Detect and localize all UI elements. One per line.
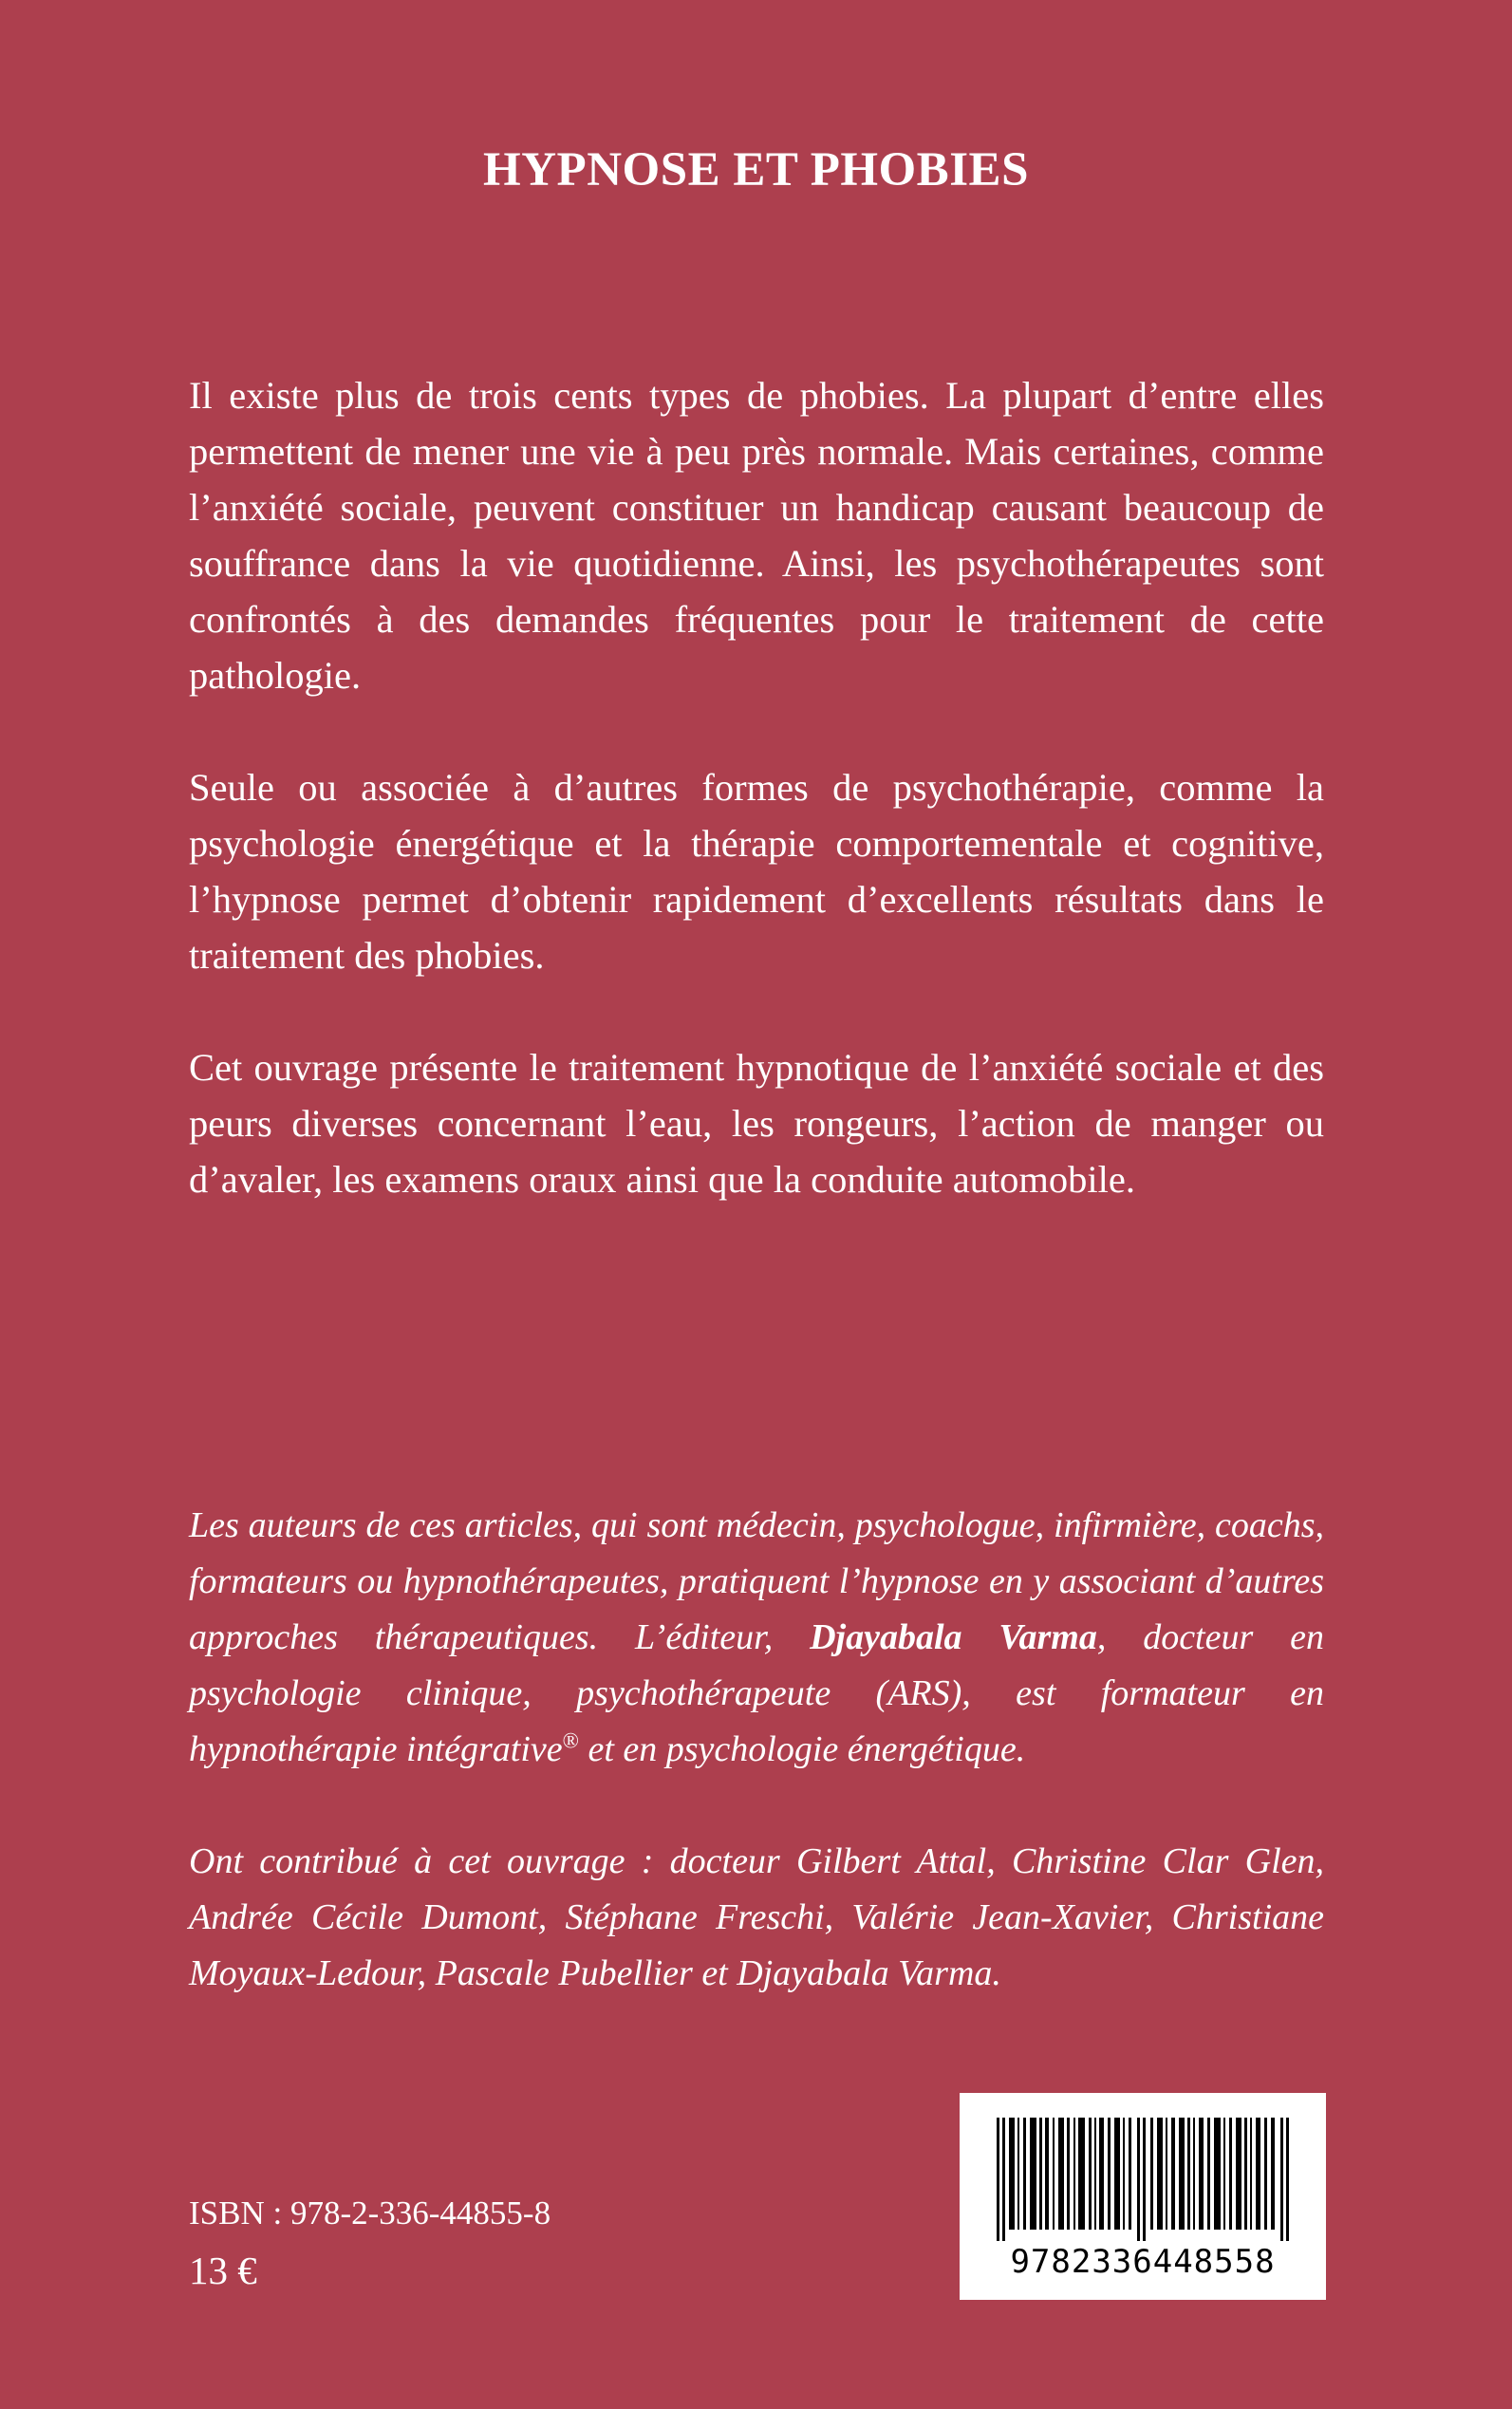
book-title: HYPNOSE ET PHOBIES: [483, 143, 1029, 196]
barcode: [960, 2093, 1326, 2300]
intro-text: [189, 367, 1324, 1263]
about-authors: [189, 1498, 1324, 2058]
intro-paragraph: Cet ouvrage présente le traitement hypnotique de l’anxiété sociale et des peurs diverses concernant l’eau, les rongeurs, l’action de manger ou d’avaler, les examens oraux ainsi que la conduite automobile.: [189, 1046, 1324, 1201]
contributors-paragraph: Ont contribué à cet ouvrage : docteur Gilbert Attal, Christine Clar Glen, Andrée Cécile Dumont, Stéphane Freschi, Valérie Jean-Xavier, Christiane Moyaux-Ledour, Pascale Pubellier et Djayabala Varma.: [189, 1841, 1324, 1993]
isbn-text: ISBN : 978-2-336-44855-8: [189, 2194, 551, 2232]
authors-text-1: Les auteurs de ces articles, qui sont médecin, psychologue, infirmière, coachs, formateurs ou hypnothérapeutes, pratiquent l’hypnose en y associant d’autres approches thérapeutiques. L’éditeur,: [189, 1505, 1324, 1657]
authors-text-3: et en psychologie énergétique.: [578, 1729, 1026, 1769]
authors-text-2: , docteur en psychologie clinique, psychothérapeute (ARS), est formateur en hypnothérapie intégrative: [189, 1617, 1324, 1769]
registered-mark: ®: [562, 1728, 579, 1753]
barcode-bars: [993, 2118, 1293, 2241]
price-text: 13 €: [189, 2249, 257, 2292]
intro-paragraph: Il existe plus de trois cents types de phobies. La plupart d’entre elles permettent de mener une vie à peu près normale. Mais certaines, comme l’anxiété sociale, peuvent constituer un handicap causant beaucoup de souffrance dans la vie quotidienne. Ainsi, les psychothérapeutes sont confrontés à des demandes fréquentes pour le traitement de cette pathologie.: [189, 374, 1324, 697]
editor-name: Djayabala Varma: [810, 1617, 1097, 1657]
intro-paragraph: Seule ou associée à d’autres formes de psychothérapie, comme la psychologie énergétique et la thérapie comportementale et cognitive, l’hypnose permet d’obtenir rapidement d’excellents résultats dans le traitement des phobies.: [189, 766, 1324, 977]
authors-paragraph: [189, 1498, 1324, 1778]
barcode-digits: 9782336448558: [1010, 2243, 1276, 2281]
